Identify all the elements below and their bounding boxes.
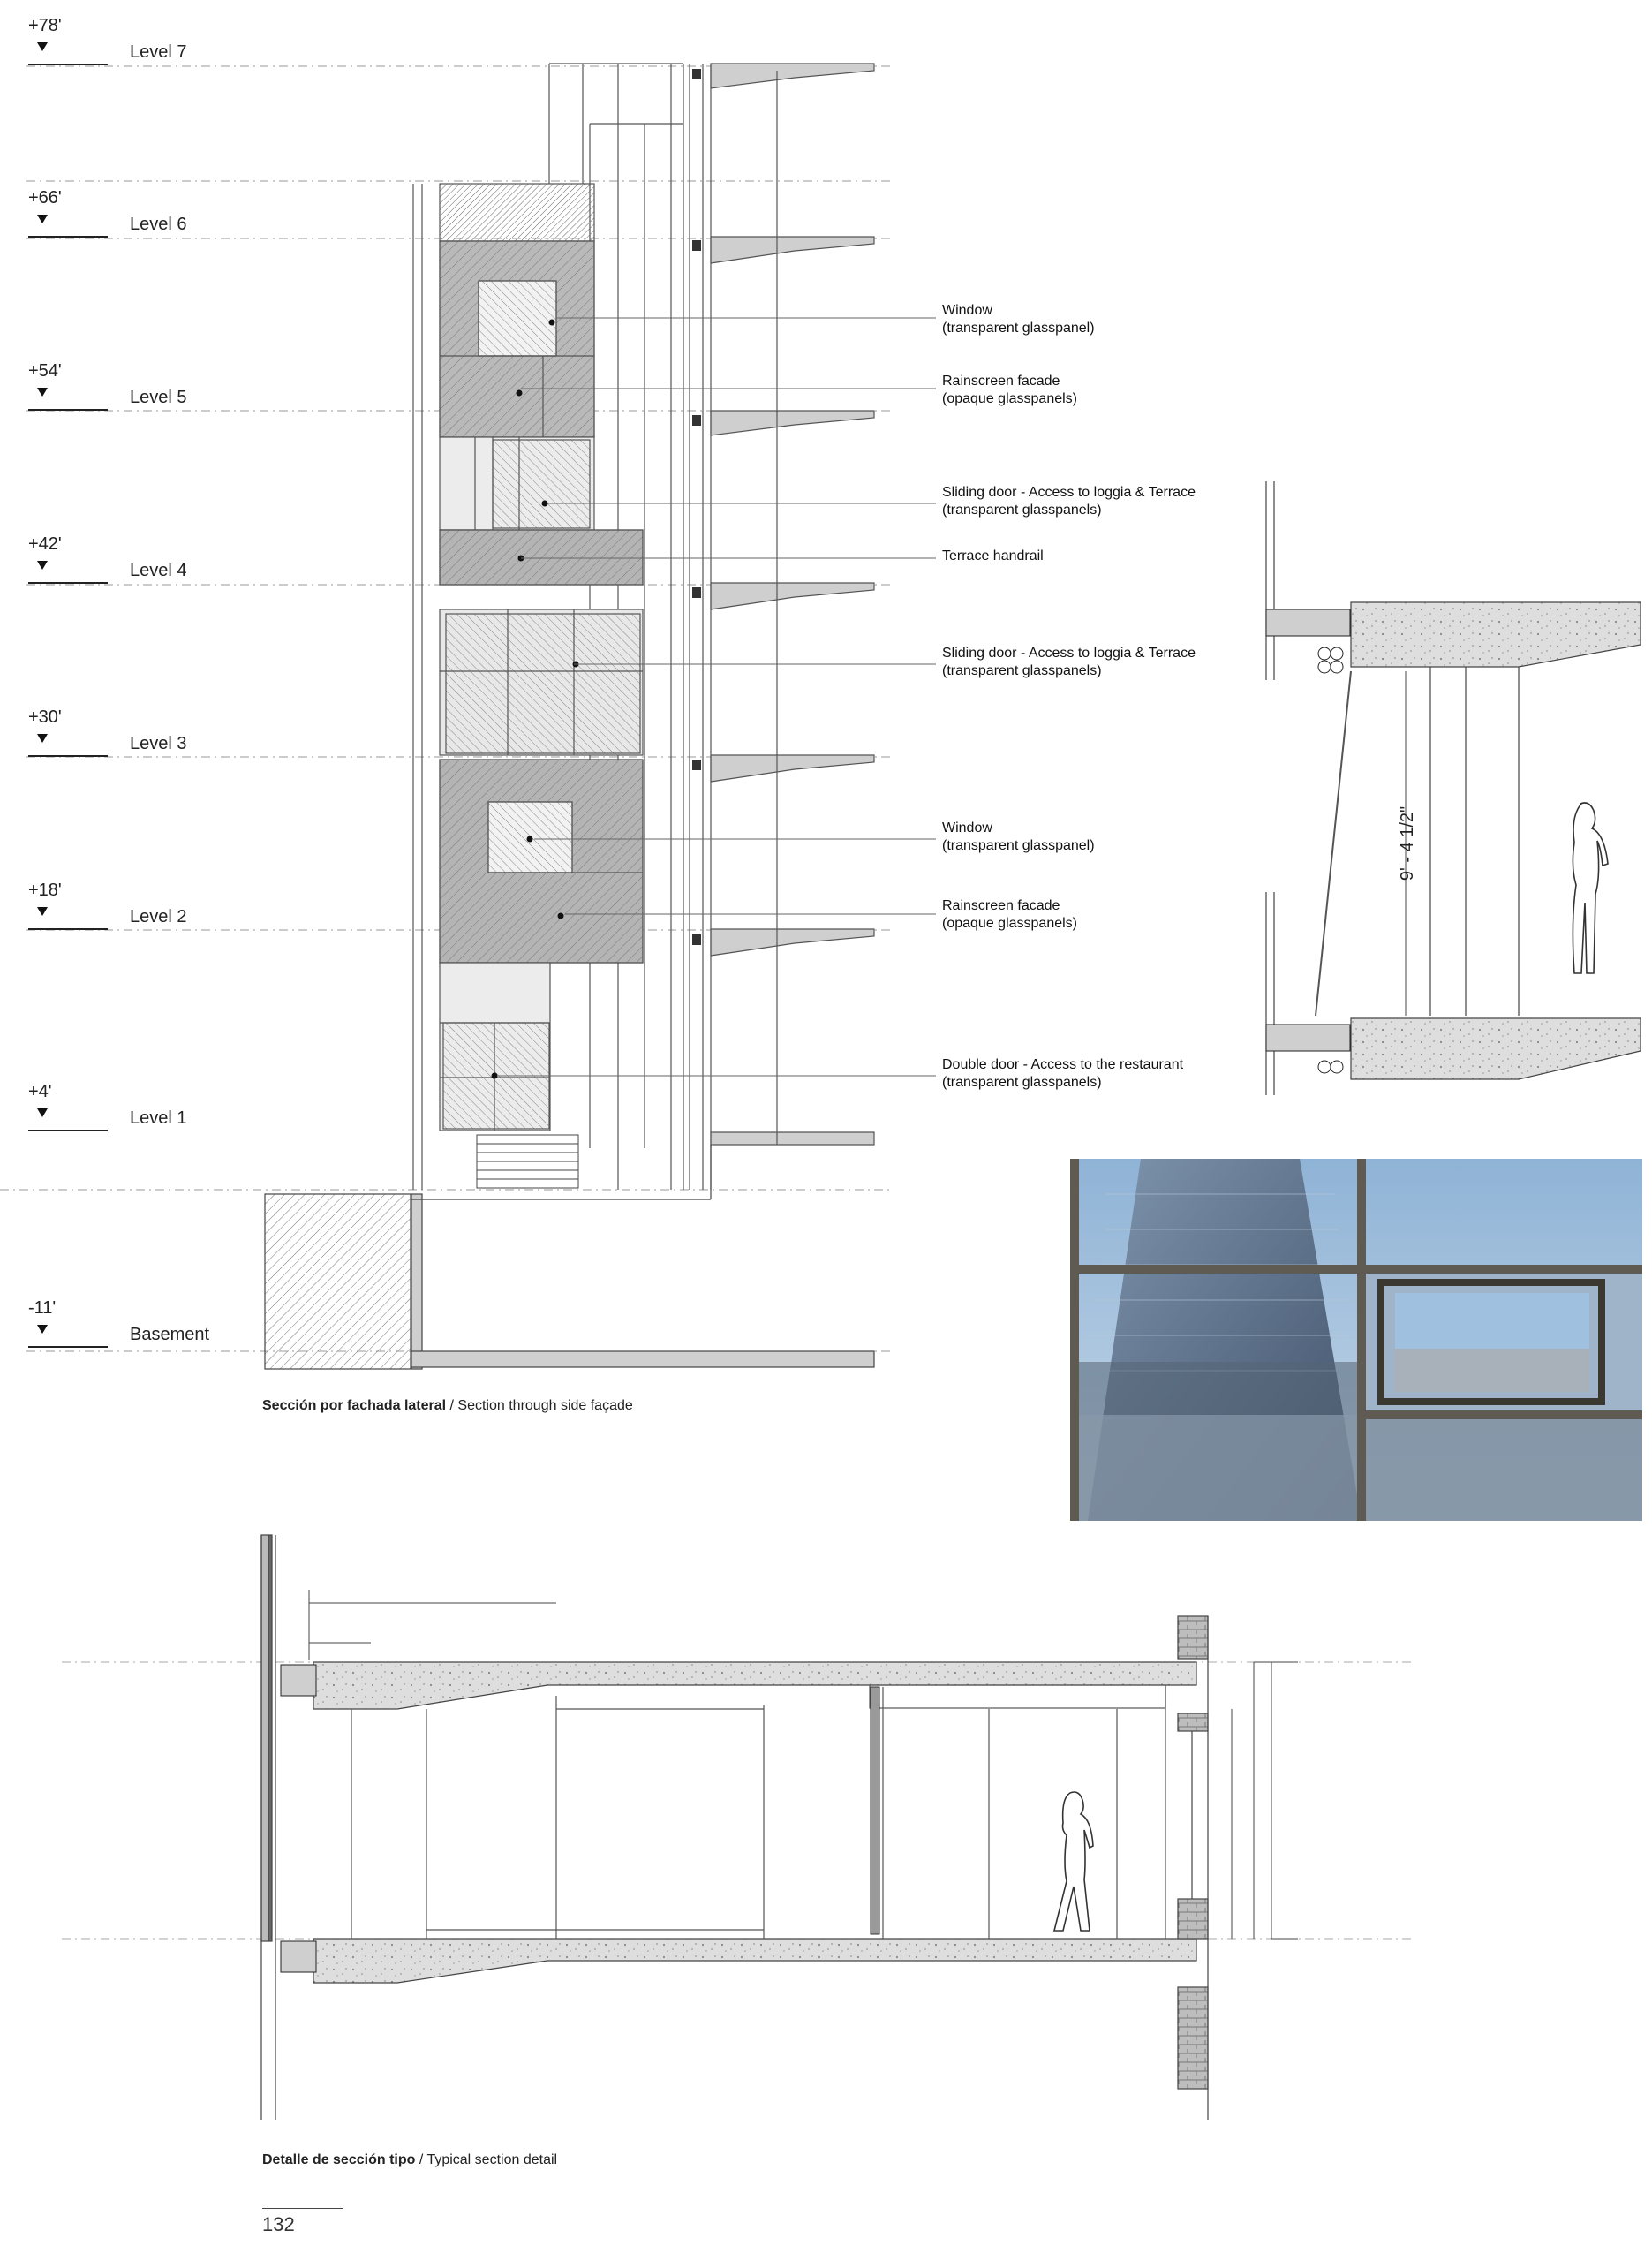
annotation-item — [942, 302, 1095, 337]
level-underline — [28, 409, 108, 411]
annotation-title: Sliding door - Access to loggia & Terrace — [942, 646, 1196, 661]
annotation-subtitle: (opaque glasspanels) — [942, 391, 1077, 406]
level-elevation: +54' — [28, 361, 62, 381]
facade-photo — [1070, 1159, 1642, 1521]
level-triangle-icon — [37, 42, 48, 51]
terrace-height-dimension: 9' - 4 1/2" — [1398, 805, 1417, 881]
level-underline — [28, 755, 108, 757]
human-figure-icon — [1054, 1792, 1093, 1931]
level-triangle-icon — [37, 215, 48, 223]
level-label: Level 1 — [130, 1108, 187, 1128]
level-underline — [28, 928, 108, 930]
annotation-subtitle: (opaque glasspanels) — [942, 916, 1077, 931]
annotation-item — [942, 1056, 1183, 1092]
level-triangle-icon — [37, 1108, 48, 1117]
level-elevation: +42' — [28, 534, 62, 554]
annotation-title: Window — [942, 303, 992, 318]
annotation-item — [942, 897, 1077, 933]
level-elevation: +66' — [28, 188, 62, 208]
level-triangle-icon — [37, 734, 48, 743]
level-elevation: -11' — [28, 1298, 57, 1318]
level-label: Level 7 — [130, 42, 187, 62]
level-elevation: +30' — [28, 707, 62, 727]
annotation-item — [942, 548, 1044, 565]
annotation-subtitle: (transparent glasspanels) — [942, 663, 1102, 678]
level-marker — [28, 361, 205, 411]
level-triangle-icon — [37, 388, 48, 397]
level-label: Level 5 — [130, 388, 187, 407]
annotation-subtitle: (transparent glasspanel) — [942, 838, 1095, 853]
level-elevation: +78' — [28, 16, 62, 35]
annotation-item — [942, 820, 1095, 855]
annotation-item — [942, 484, 1196, 519]
level-triangle-icon — [37, 1325, 48, 1334]
level-triangle-icon — [37, 907, 48, 916]
level-label: Level 2 — [130, 907, 187, 926]
annotation-title: Rainscreen facade — [942, 374, 1060, 389]
level-marker — [28, 707, 205, 757]
page-number-rule — [262, 2208, 343, 2209]
annotation-title: Terrace handrail — [942, 548, 1044, 563]
annotation-subtitle: (transparent glasspanels) — [942, 1075, 1102, 1090]
level-marker — [28, 1082, 205, 1131]
annotation-title: Rainscreen facade — [942, 898, 1060, 913]
level-underline — [28, 1130, 108, 1131]
level-marker — [28, 188, 205, 238]
annotation-subtitle: (transparent glasspanel) — [942, 321, 1095, 336]
level-triangle-icon — [37, 561, 48, 570]
level-underline — [28, 1346, 108, 1348]
level-elevation: +4' — [28, 1082, 52, 1101]
level-marker — [28, 1298, 210, 1348]
annotation-subtitle: (transparent glasspanels) — [942, 503, 1102, 518]
level-marker — [28, 534, 205, 584]
annotation-item — [942, 373, 1077, 408]
level-underline — [28, 236, 108, 238]
terrace-detail — [1266, 481, 1641, 1095]
level-elevation: +18' — [28, 881, 62, 900]
level-label: Level 3 — [130, 734, 187, 753]
annotation-title: Window — [942, 820, 992, 836]
level-underline — [28, 582, 108, 584]
detail-caption: Detalle de sección tipo / Typical section detail — [262, 2152, 558, 2167]
annotation-title: Sliding door - Access to loggia & Terrace — [942, 485, 1196, 500]
level-label: Basement — [130, 1325, 210, 1344]
page-number: 132 — [262, 2213, 295, 2235]
level-underline — [28, 64, 108, 65]
annotation-item — [942, 645, 1196, 680]
typical-section-detail — [62, 1535, 1413, 2120]
annotation-title: Double door - Access to the restaurant — [942, 1057, 1184, 1072]
level-marker — [28, 16, 205, 65]
level-marker — [28, 881, 205, 930]
section-caption: Sección por fachada lateral / Section through side façade — [262, 1398, 633, 1413]
human-figure-icon — [1573, 803, 1608, 973]
level-label: Level 6 — [130, 215, 187, 234]
level-label: Level 4 — [130, 561, 187, 580]
